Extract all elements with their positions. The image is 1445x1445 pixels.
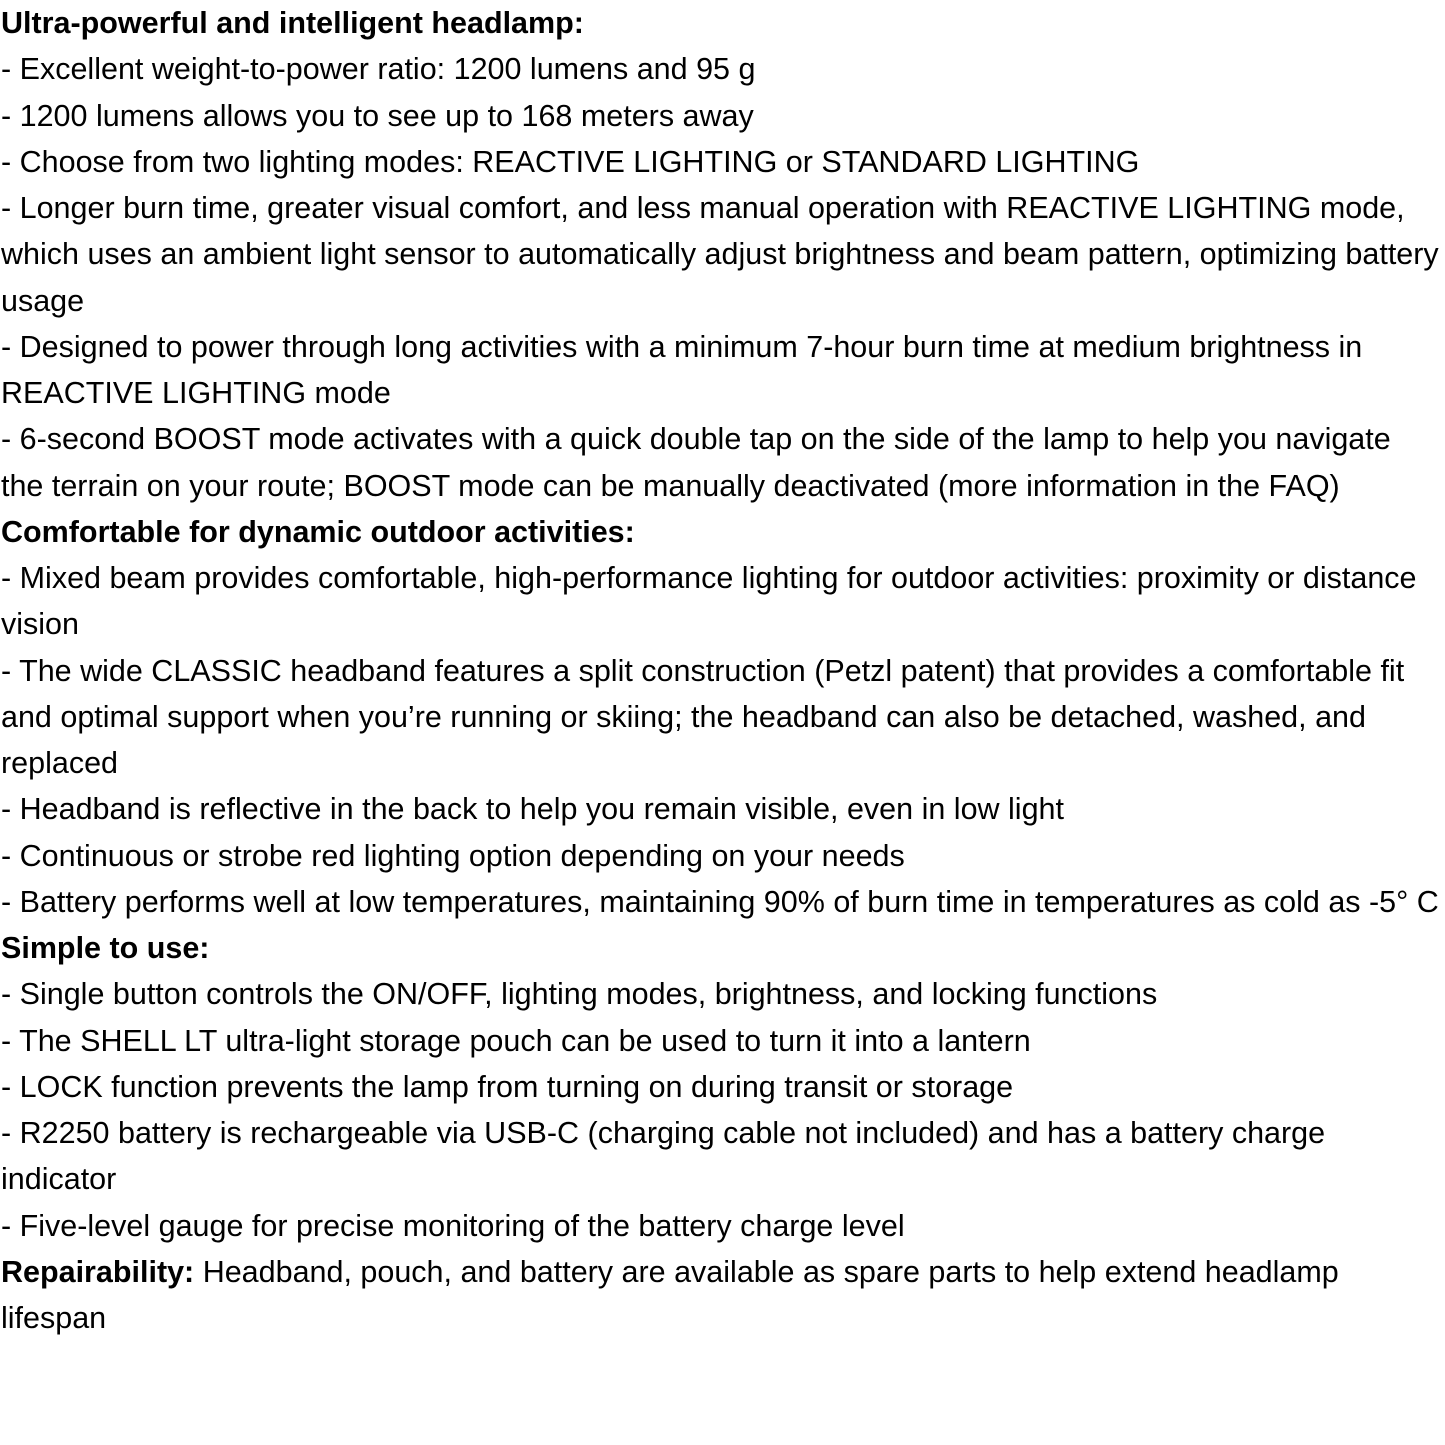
list-item: - The wide CLASSIC headband features a split construction (Petzl patent) that provides a comfortable fit and optimal support when you’re running or skiing; the headband can also be detached, washed, and replaced — [1, 653, 1405, 780]
section-heading: Simple to use: — [1, 931, 210, 965]
list-item: - The SHELL LT ultra-light storage pouch can be used to turn it into a lantern — [1, 1023, 1031, 1058]
list-item: - Designed to power through long activities with a minimum 7-hour burn time at medium brightness in REACTIVE LIGHTING mode — [1, 329, 1363, 410]
list-item: - R2250 battery is rechargeable via USB-C (charging cable not included) and has a battery charge indicator — [1, 1116, 1326, 1197]
list-item: - Choose from two lighting modes: REACTIVE LIGHTING or STANDARD LIGHTING — [1, 144, 1140, 179]
list-item: - Mixed beam provides comfortable, high-performance lighting for outdoor activities: proximity or distance vision — [1, 561, 1417, 642]
repairability-paragraph — [1, 1249, 1440, 1342]
list-item: - Five-level gauge for precise monitoring of the battery charge level — [1, 1208, 905, 1243]
list-item: - LOCK function prevents the lamp from turning on during transit or storage — [1, 1069, 1014, 1104]
list-item: - Longer burn time, greater visual comfort, and less manual operation with REACTIVE LIGHTING mode, which uses an ambient light sensor to automatically adjust brightness and beam pattern, optimizing battery usage — [1, 191, 1439, 318]
list-item: - Excellent weight-to-power ratio: 1200 lumens and 95 g — [1, 52, 756, 87]
list-item: - 1200 lumens allows you to see up to 168 meters away — [1, 98, 754, 133]
section-performance — [1, 0, 1440, 509]
section-comfort — [1, 509, 1440, 925]
list-item: - Battery performs well at low temperatures, maintaining 90% of burn time in temperatures as cold as -5° C — [1, 884, 1439, 919]
section-ease-of-use — [1, 925, 1440, 1249]
repairability-label: Repairability: — [1, 1254, 195, 1289]
section-heading: Comfortable for dynamic outdoor activities: — [1, 514, 635, 549]
list-item: - Headband is reflective in the back to help you remain visible, even in low light — [1, 792, 1064, 827]
list-item: - Single button controls the ON/OFF, lighting modes, brightness, and locking functions — [1, 977, 1158, 1012]
list-item: - Continuous or strobe red lighting option depending on your needs — [1, 838, 905, 873]
repairability-text: Headband, pouch, and battery are available as spare parts to help extend headlamp lifespan — [1, 1254, 1339, 1335]
list-item: - 6-second BOOST mode activates with a quick double tap on the side of the lamp to help you navigate the terrain on your route; BOOST mode can be manually deactivated (more information in the FAQ) — [1, 422, 1391, 503]
section-heading: Ultra-powerful and intelligent headlamp: — [1, 6, 584, 40]
